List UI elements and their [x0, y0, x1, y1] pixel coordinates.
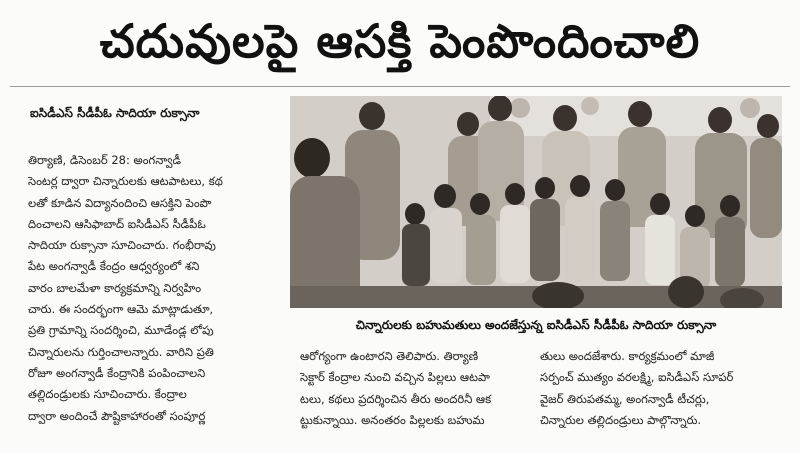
body-line: సెంటర్ల ద్వారా చిన్నారులకు ఆటపాటలు, కథ [28, 174, 223, 189]
byline: ఐసిడీఎస్ సీడీపీఓ సాదియా రుక్సానా [30, 106, 200, 120]
news-photo [290, 96, 782, 308]
photo-scene [290, 96, 782, 308]
body-line: ఆరోగ్యంగా ఉంటారని తెలిపారు. తిర్యాణి [300, 349, 479, 363]
body-line: చిన్నారుల తల్లిదండ్రులు పాల్గొన్నారు. [540, 412, 702, 427]
body-line: ద్వారా అందించే పౌష్టికాహారంతో సంపూర్ణ [28, 408, 206, 423]
body-line: వైజర్ తిరుపతమ్మ, అంగన్వాడీ టీచర్లు, [540, 391, 710, 406]
body-line: చిన్నారులను గుర్తించాలన్నారు. వారిని ప్రతి [28, 344, 214, 359]
body-line: తులు అందజేశారు. కార్యక్రమంలో మాజీ [540, 349, 715, 363]
body-line: తిర్యాణి, డిసెంబర్ 28: అంగన్వాడీ [28, 153, 181, 167]
body-line: వారం బాలమేళా కార్యక్రమాన్ని నిర్వహిం [28, 280, 202, 295]
body-line: తల్లిదండ్రులకు సూచించారు. కేంద్రాల [28, 387, 187, 402]
article-column-1 [28, 150, 286, 427]
body-line: ప్రతి గ్రామాన్ని సందర్శించి, మూడేండ్ల లోపు [28, 323, 214, 338]
body-line: ట్టుకున్నాయి. అనంతరం పిల్లలకు బహుమ [300, 412, 485, 427]
headline: చదువులపై ఆసక్తి పెంపొందించాలి [99, 14, 701, 68]
body-line: సెక్టార్ కేంద్రాల నుంచి వచ్చిన పిల్లలు ఆటపా [300, 370, 490, 385]
body-line: చారు. ఈ సందర్భంగా ఆమె మాట్లాడుతూ, [28, 302, 214, 317]
headline-rule [10, 86, 790, 87]
body-line: రోజూ అంగన్వాడీ కేంద్రానికి పంపించాలని [28, 365, 206, 380]
article-column-2 [300, 346, 532, 431]
body-line: పేట అంగన్వాడీ కేంద్రం ఆధ్వర్యంలో శని [28, 259, 200, 274]
body-line: లతో కూడిన విద్యానందించి ఆసక్తిని పెంపొ [28, 195, 212, 210]
body-line: సాదియా రుక్సానా సూచించారు. గంభీరావు [28, 238, 216, 253]
body-line: దించాలని ఆసిఫాబాద్ ఐసిడీఎస్ సీడీపీఓ [28, 216, 206, 231]
body-line: టలు, కథలు ప్రదర్శించిన తీరు అందరినీ ఆక [300, 391, 492, 406]
body-line: సర్పంచ్ ముత్యం వరలక్ష్మి, ఐసిడీఎస్ సూపర్ [540, 370, 734, 385]
photo-caption: చిన్నారులకు బహుమతులు అందజేస్తున్న ఐసిడీఎస్ సీడీపీఓ సాదియా రుక్సానా [355, 318, 717, 332]
article-column-3 [540, 346, 788, 431]
